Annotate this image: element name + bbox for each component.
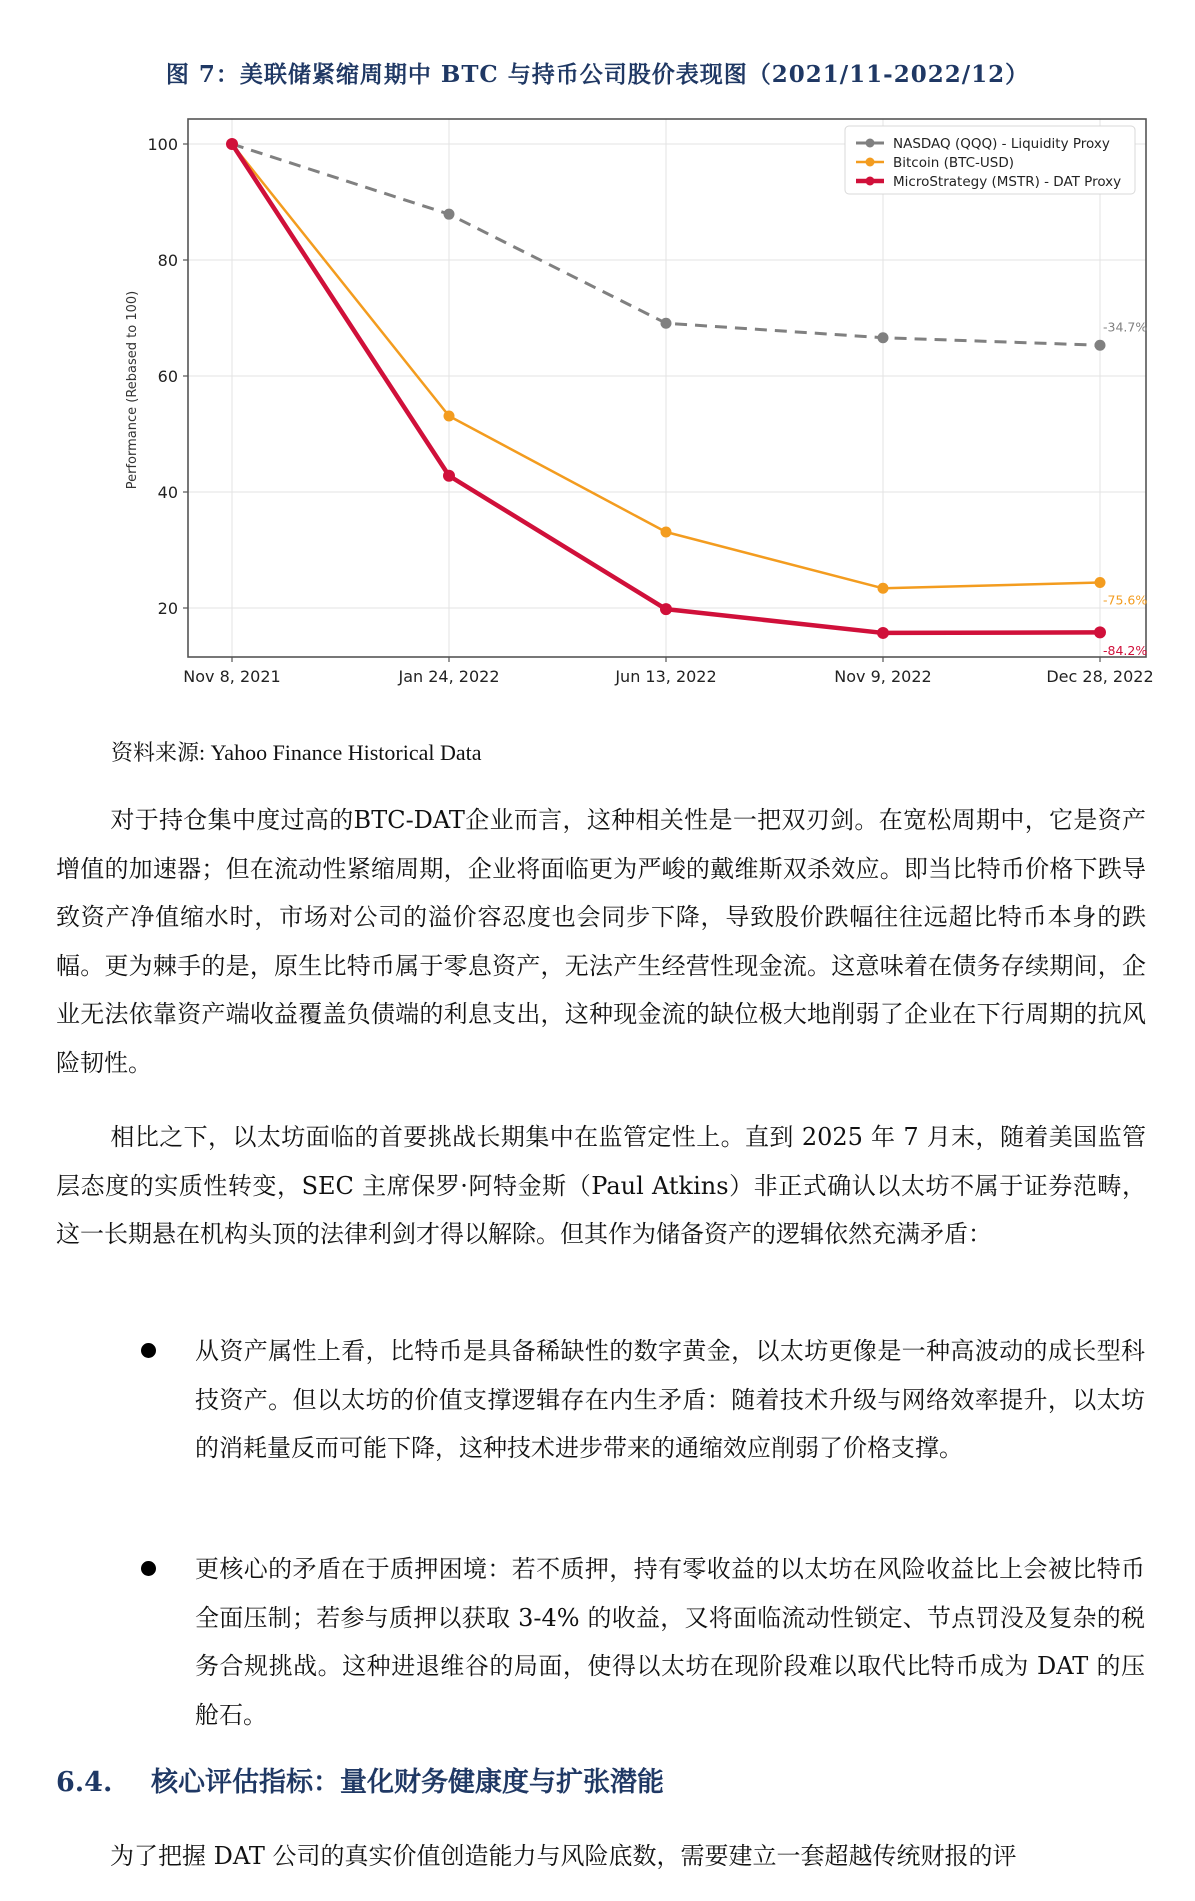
data-point-marker [1094, 626, 1106, 638]
bullet-text: 从资产属性上看，比特币是具备稀缺性的数字黄金，以太坊更像是一种高波动的成长型科技资产。但以太坊的价值支撑逻辑存在内生矛盾：随着技术升级与网络效率提升，以太坊的消耗量反而可能下降，这种技术进步带来的通缩效应削弱了价格支撑。 [195, 1337, 1145, 1462]
data-point-marker [877, 627, 889, 639]
paragraph-metrics [56, 1832, 1146, 1881]
x-tick-label: Nov 8, 2021 [183, 667, 281, 686]
bullet-item [195, 1327, 1145, 1473]
y-tick-label: 100 [147, 135, 178, 154]
legend-marker-icon [866, 139, 875, 148]
bullet-item [195, 1545, 1145, 1739]
data-point-marker [226, 138, 238, 150]
bullet-text: 更核心的矛盾在于质押困境：若不质押，持有零收益的以太坊在风险收益比上会被比特币全面压制；若参与质押以获取 3-4% 的收益，又将面临流动性锁定、节点罚没及复杂的税务合规挑战。这种进退维谷的局面，使得以太坊在现阶段难以取代比特币成为 DAT 的压舱石。 [195, 1555, 1145, 1729]
data-point-marker [878, 332, 889, 343]
legend-marker-icon [866, 177, 875, 186]
end-change-label: -34.7% [1103, 319, 1148, 335]
bullet-icon [141, 1561, 156, 1576]
y-axis-label: Performance (Rebased to 100) [125, 290, 140, 490]
legend-label: MicroStrategy (MSTR) - DAT Proxy [893, 174, 1122, 190]
x-tick-label: Jun 13, 2022 [615, 667, 717, 686]
figure-title: 图 7：美联储紧缩周期中 BTC 与持币公司股价表现图（2021/11-2022/12） [165, 61, 1030, 88]
end-change-label: -84.2% [1103, 643, 1148, 658]
data-point-marker [1095, 577, 1106, 588]
x-tick-label: Nov 9, 2022 [834, 667, 932, 686]
paragraph-ethereum [56, 1113, 1146, 1259]
end-change-label: -75.6% [1103, 592, 1148, 608]
paragraph-text: 相比之下，以太坊面临的首要挑战长期集中在监管定性上。直到 2025 年 7 月末，随着美国监管层态度的实质性转变，SEC 主席保罗·阿特金斯（Paul Atkins）非正式确认以太坊不属于证券范畴，这一长期悬在机构头顶的法律利剑才得以解除。但其作为储备资产的逻辑依然充满矛盾： [56, 1123, 1146, 1248]
data-point-marker [1095, 340, 1106, 351]
data-point-marker [661, 318, 672, 329]
chart-canvas [0, 100, 1195, 700]
data-point-marker [444, 411, 455, 422]
data-point-marker [878, 583, 889, 594]
section-title: 核心评估指标：量化财务健康度与扩张潜能 [151, 1767, 664, 1798]
paragraph-btc-dat [56, 796, 1146, 1087]
section-number: 6.4. [56, 1767, 113, 1798]
legend-label: NASDAQ (QQQ) - Liquidity Proxy [893, 136, 1110, 152]
y-tick-label: 80 [157, 251, 178, 270]
y-tick-label: 20 [157, 599, 178, 618]
legend [845, 126, 1135, 194]
legend-marker-icon [866, 158, 875, 167]
plot-frame [188, 119, 1146, 657]
line-chart [0, 100, 1195, 700]
x-tick-label: Dec 28, 2022 [1046, 667, 1154, 686]
legend-label: Bitcoin (BTC-USD) [893, 155, 1014, 171]
data-point-marker [661, 527, 672, 538]
section-heading [56, 1760, 664, 1799]
bullet-icon [141, 1343, 156, 1358]
paragraph-text: 为了把握 DAT 公司的真实价值创造能力与风险底数，需要建立一套超越传统财报的评 [110, 1842, 1017, 1870]
data-point-marker [443, 470, 455, 482]
data-point-marker [444, 209, 455, 220]
paragraph-text: 对于持仓集中度过高的BTC-DAT企业而言，这种相关性是一把双刃剑。在宽松周期中，它是资产增值的加速器；但在流动性紧缩周期，企业将面临更为严峻的戴维斯双杀效应。即当比特币价格下跌导致资产净值缩水时，市场对公司的溢价容忍度也会同步下降，导致股价跌幅往往远超比特币本身的跌幅。更为棘手的是，原生比特币属于零息资产，无法产生经营性现金流。这意味着在债务存续期间，企业无法依靠资产端收益覆盖负债端的利息支出，这种现金流的缺位极大地削弱了企业在下行周期的抗风险韧性。 [56, 806, 1146, 1077]
data-point-marker [660, 603, 672, 615]
x-tick-label: Jan 24, 2022 [398, 667, 500, 686]
y-tick-label: 40 [157, 483, 178, 502]
y-tick-label: 60 [157, 367, 178, 386]
figure-source: 资料来源: Yahoo Finance Historical Data [111, 740, 482, 765]
